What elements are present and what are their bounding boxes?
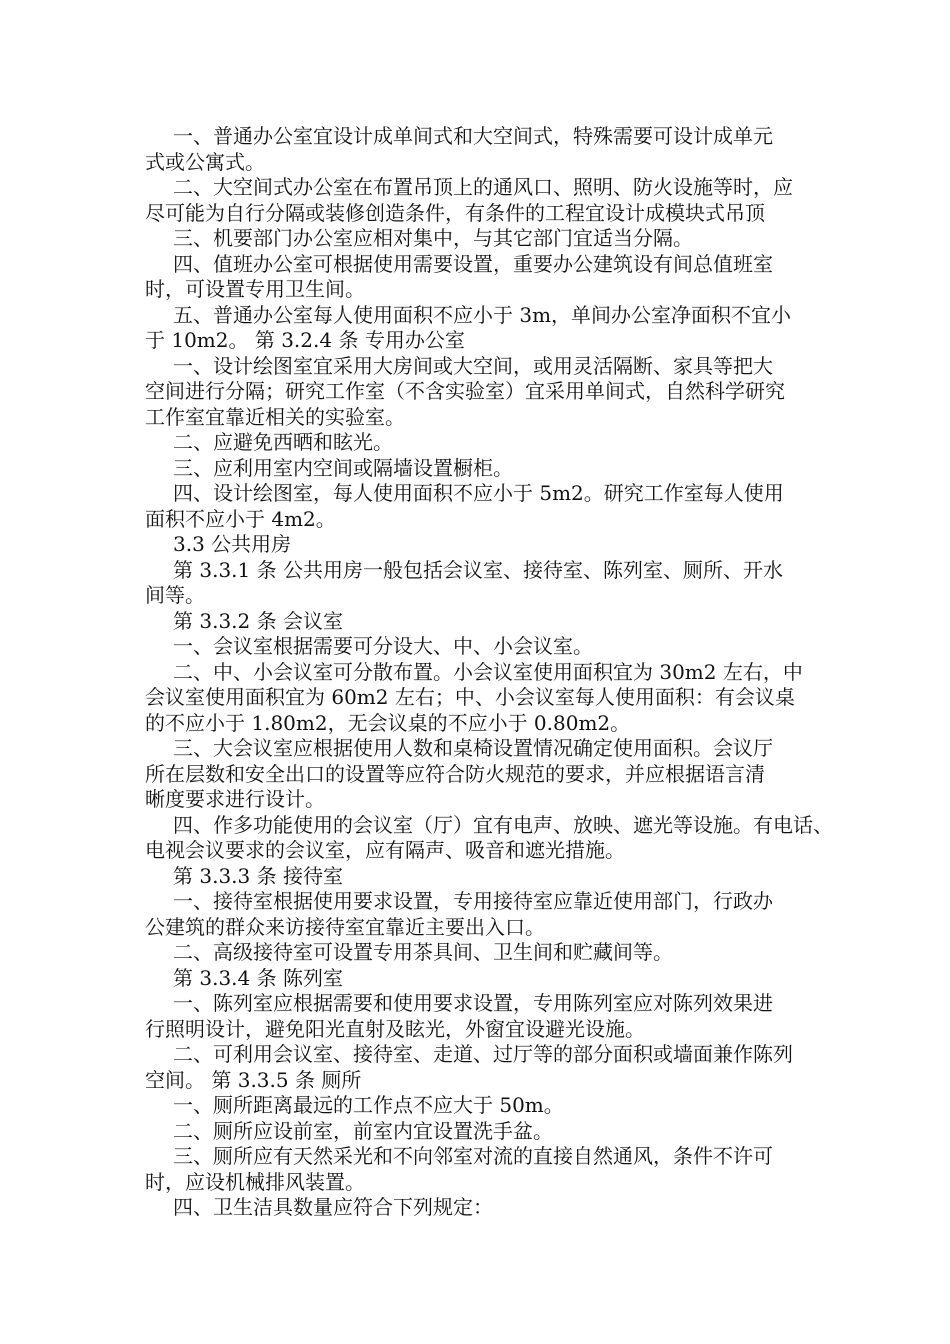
paragraph-line: 三、机要部门办公室应相对集中，与其它部门宜适当分隔。: [173, 226, 693, 250]
paragraph-line: 的不应小于 1.80m2，无会议桌的不应小于 0.80m2。: [145, 710, 631, 735]
paragraph-line: 四、设计绘图室，每人使用面积不应小于 5m2。研究工作室每人使用: [173, 481, 784, 505]
paragraph-line: 二、应避免西晒和眩光。: [173, 430, 393, 454]
paragraph-line: 一、设计绘图室宜采用大房间或大空间，或用灵活隔断、家具等把大: [173, 353, 773, 378]
paragraph-line: 二、大空间式办公室在布置吊顶上的通风口、照明、防火设施等时，应: [173, 175, 793, 199]
paragraph-line: 会议室使用面积宜为 60m2 左右；中、小会议室每人使用面积：有会议桌: [145, 685, 795, 709]
paragraph-line: 第 3.3.1 条 公共用房一般包括会议室、接待室、陈列室、厕所、开水: [173, 557, 783, 582]
paragraph-line: 二、可利用会议室、接待室、走道、过厅等的部分面积或墙面兼作陈列: [173, 1042, 793, 1066]
paragraph-line: 所在层数和安全出口的设置等应符合防火规范的要求，并应根据语言清: [145, 761, 765, 786]
article-heading: 第 3.3.3 条 接待室: [173, 863, 343, 888]
paragraph-line: 三、应利用室内空间或隔墙设置橱柜。: [173, 455, 513, 480]
paragraph-line: 四、卫生洁具数量应符合下列规定：: [173, 1195, 493, 1219]
paragraph-line: 尽可能为自行分隔或装修创造条件，有条件的工程宜设计成模块式吊顶: [145, 200, 765, 225]
paragraph-line: 空间进行分隔；研究工作室（不含实验室）宜采用单间式，自然科学研究: [145, 379, 785, 403]
paragraph-line: 空间。 第 3.3.5 条 厕所: [145, 1067, 362, 1092]
paragraph-line: 二、中、小会议室可分散布置。小会议室使用面积宜为 30m2 左右，中: [173, 659, 803, 684]
paragraph-line: 时，应设机械排风装置。: [145, 1169, 365, 1194]
paragraph-line: 式或公寓式。: [145, 149, 265, 174]
paragraph-line: 面积不应小于 4m2。: [145, 506, 336, 531]
paragraph-line: 四、作多功能使用的会议室（厅）宜有电声、放映、遮光等设施。有电话、: [173, 812, 833, 837]
paragraph-line: 晰度要求进行设计。: [145, 787, 325, 811]
paragraph-line: 一、厕所距离最远的工作点不应大于 50m。: [173, 1093, 564, 1117]
paragraph-line: 四、值班办公室可根据使用需要设置，重要办公建筑设有间总值班室: [173, 251, 773, 276]
paragraph-line: 一、接待室根据使用要求设置，专用接待室应靠近使用部门，行政办: [173, 889, 773, 913]
document-body: [145, 124, 833, 1221]
paragraph-line: 三、大会议室应根据使用人数和桌椅设置情况确定使用面积。会议厅: [173, 736, 773, 760]
paragraph-line: 于 10m2。 第 3.2.4 条 专用办公室: [145, 328, 465, 352]
paragraph-line: 三、厕所应有天然采光和不向邻室对流的直接自然通风，条件不许可: [173, 1144, 773, 1168]
paragraph-line: 二、高级接待室可设置专用茶具间、卫生间和贮藏间等。: [173, 940, 673, 964]
paragraph-line: 一、普通办公室宜设计成单间式和大空间式，特殊需要可设计成单元: [173, 124, 773, 148]
paragraph-line: 工作室宜靠近相关的实验室。: [145, 404, 405, 429]
section-heading: 3.3 公共用房: [173, 532, 292, 556]
paragraph-line: 一、会议室根据需要可分设大、中、小会议室。: [173, 634, 593, 658]
paragraph-line: 行照明设计，避免阳光直射及眩光，外窗宜设避光设施。: [145, 1016, 645, 1041]
paragraph-line: 二、厕所应设前室，前室内宜设置洗手盆。: [173, 1118, 553, 1143]
paragraph-line: 时，可设置专用卫生间。: [145, 277, 365, 301]
article-heading: 第 3.3.2 条 会议室: [173, 608, 343, 633]
paragraph-line: 间等。: [145, 583, 205, 607]
paragraph-line: 五、普通办公室每人使用面积不应小于 3m，单间办公室净面积不宜小: [173, 302, 792, 327]
paragraph-line: 电视会议要求的会议室，应有隔声、吸音和遮光措施。: [145, 838, 625, 862]
article-heading: 第 3.3.4 条 陈列室: [173, 965, 343, 990]
paragraph-line: 公建筑的群众来访接待室宜靠近主要出入口。: [145, 914, 545, 939]
paragraph-line: 一、陈列室应根据需要和使用要求设置，专用陈列室应对陈列效果进: [173, 991, 773, 1015]
